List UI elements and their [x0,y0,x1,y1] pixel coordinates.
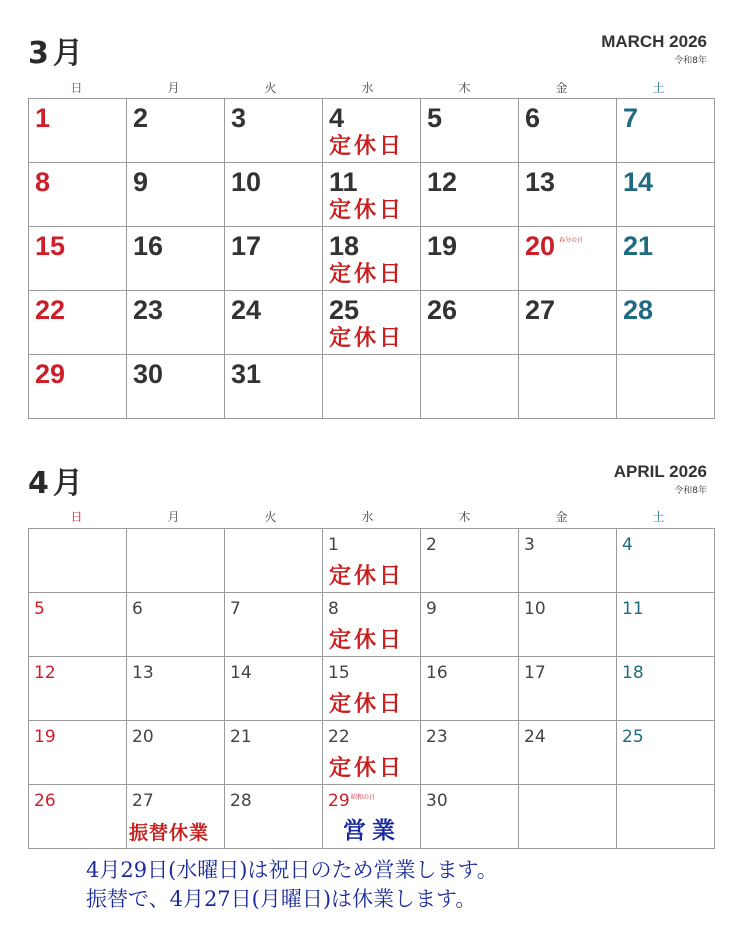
weekday-label: 月 [167,510,180,524]
day-cell [421,529,519,593]
month-en-header [601,32,707,66]
day-cell [127,593,225,657]
weekday-header [28,508,707,525]
week-row [29,291,715,355]
day-number: 22 [35,295,66,325]
day-number: 13 [525,167,556,197]
day-number: 6 [132,599,143,619]
weekday-label: 木 [458,81,471,95]
day-cell [617,785,715,849]
day-cell [617,99,715,163]
weekday-label: 金 [555,81,568,95]
day-number: 21 [230,727,252,747]
day-number: 27 [132,791,154,811]
closed-day-mark: 定休日 [329,325,405,351]
month-grid [28,98,715,419]
day-number: 14 [230,663,252,683]
day-number: 20 [525,231,556,261]
day-number: 2 [426,535,437,555]
day-cell [127,785,225,849]
day-number: 20 [132,727,154,747]
day-number: 18 [622,663,644,683]
day-number: 9 [133,167,149,197]
week-row [29,163,715,227]
day-number: 29 [35,359,66,389]
day-number: 16 [426,663,448,683]
day-number: 6 [525,103,541,133]
day-number: 24 [524,727,546,747]
weekday-label: 土 [652,81,665,95]
day-cell [29,593,127,657]
day-cell [421,355,519,419]
day-cell [225,99,323,163]
substitute-closed-mark: 振替休業 [129,822,210,844]
closed-day-mark: 定休日 [329,563,405,589]
day-number: 9 [426,599,437,619]
day-number: 22 [328,727,350,747]
day-cell [29,785,127,849]
day-cell [519,593,617,657]
day-cell [519,227,617,291]
day-cell [617,529,715,593]
day-number: 11 [622,599,644,619]
day-cell [617,227,715,291]
day-number: 7 [623,103,639,133]
day-cell [225,355,323,419]
day-cell [617,163,715,227]
month-title: 4月 [28,466,87,501]
day-number: 4 [329,103,345,133]
day-cell [421,657,519,721]
day-number: 23 [133,295,164,325]
day-cell [323,721,421,785]
day-number: 8 [35,167,51,197]
day-cell [421,163,519,227]
weekday-label: 日 [70,510,83,524]
day-number: 11 [329,167,358,197]
era-label: 令和8年 [674,56,707,66]
day-cell [127,227,225,291]
day-cell [323,227,421,291]
day-cell [519,721,617,785]
day-cell [519,657,617,721]
day-cell [323,529,421,593]
day-number: 30 [426,791,448,811]
notice-line-1: 4月29日(水曜日)は祝日のため営業します。 [86,858,498,882]
day-number: 14 [623,167,654,197]
day-number: 1 [35,103,51,133]
day-number: 10 [524,599,546,619]
weekday-label: 火 [264,81,277,95]
day-cell [617,721,715,785]
day-number: 27 [525,295,556,325]
day-number: 18 [329,231,360,261]
day-number: 13 [132,663,154,683]
day-number: 30 [133,359,164,389]
day-cell [323,657,421,721]
day-cell [127,657,225,721]
day-number: 26 [34,791,56,811]
day-cell [323,291,421,355]
weekday-label: 日 [70,81,83,95]
day-cell [225,721,323,785]
weekday-label: 土 [652,510,665,524]
day-cell [127,721,225,785]
day-cell [617,593,715,657]
weekday-header [28,79,707,96]
day-number: 10 [231,167,262,197]
day-cell [29,227,127,291]
day-cell [421,785,519,849]
notice [86,856,498,914]
closed-day-mark: 定休日 [329,755,405,781]
day-number: 7 [230,599,241,619]
day-cell [421,291,519,355]
week-row [29,657,715,721]
week-row [29,355,715,419]
day-cell [519,355,617,419]
day-cell [225,657,323,721]
weekday-label: 月 [167,81,180,95]
day-cell [421,99,519,163]
day-cell [323,163,421,227]
notice-line-2: 振替で、4月27日(月曜日)は休業します。 [86,887,477,911]
day-cell [29,355,127,419]
day-number: 8 [328,599,339,619]
month-title: 3月 [28,36,87,71]
day-cell [519,163,617,227]
weekday-label: 金 [555,510,568,524]
closed-day-mark: 定休日 [329,197,405,223]
day-cell [127,529,225,593]
day-cell [29,657,127,721]
day-cell [519,785,617,849]
day-number: 3 [231,103,247,133]
day-cell [127,355,225,419]
weekday-label: 木 [458,510,471,524]
day-cell [127,291,225,355]
day-cell [127,99,225,163]
day-number: 19 [34,727,56,747]
day-number: 15 [35,231,66,261]
day-cell [225,227,323,291]
weekday-label: 水 [361,81,374,95]
day-cell [323,355,421,419]
day-cell [617,355,715,419]
month-en-title: MARCH 2026 [601,32,707,51]
week-row [29,593,715,657]
day-cell [323,785,421,849]
day-number: 17 [231,231,262,261]
day-number: 2 [133,103,149,133]
day-cell [127,163,225,227]
day-number: 1 [328,535,339,555]
day-number: 25 [622,727,644,747]
week-row [29,785,715,849]
week-row [29,529,715,593]
day-number: 24 [231,295,262,325]
day-number: 21 [623,231,654,261]
weekday-label: 火 [264,510,277,524]
day-cell [421,593,519,657]
day-number: 12 [427,167,458,197]
day-cell [617,657,715,721]
holiday-name: 春分の日 [559,237,584,244]
day-number: 28 [230,791,252,811]
closed-day-mark: 定休日 [329,627,405,653]
day-cell [421,721,519,785]
closed-day-mark: 定休日 [329,691,405,717]
open-day-mark: 営業 [343,817,401,844]
day-cell [519,291,617,355]
day-number: 23 [426,727,448,747]
day-cell [421,227,519,291]
day-number: 5 [34,599,45,619]
day-number: 4 [622,535,633,555]
day-cell [225,593,323,657]
day-cell [29,529,127,593]
day-number: 5 [427,103,443,133]
day-number: 28 [623,295,654,325]
day-cell [29,721,127,785]
month-en-title: APRIL 2026 [613,462,707,481]
day-number: 26 [427,295,458,325]
day-cell [29,291,127,355]
day-cell [519,529,617,593]
day-number: 15 [328,663,350,683]
day-cell [617,291,715,355]
day-cell [519,99,617,163]
day-cell [225,163,323,227]
day-cell [29,163,127,227]
day-cell [225,529,323,593]
month-grid [28,528,715,849]
closed-day-mark: 定休日 [329,261,405,287]
holiday-name: 昭和の日 [351,794,376,801]
day-number: 31 [231,359,262,389]
day-number: 3 [524,535,535,555]
week-row [29,227,715,291]
week-row [29,99,715,163]
day-number: 19 [427,231,458,261]
day-number: 25 [329,295,360,325]
day-cell [225,785,323,849]
era-label: 令和8年 [674,486,707,496]
week-row [29,721,715,785]
day-number: 16 [133,231,164,261]
month-en-header [614,462,707,496]
day-cell [323,99,421,163]
day-number: 12 [34,663,56,683]
day-cell [225,291,323,355]
day-number: 17 [524,663,546,683]
closed-day-mark: 定休日 [329,133,405,159]
day-cell [29,99,127,163]
day-number: 29 [328,791,350,811]
weekday-label: 水 [361,510,374,524]
day-cell [323,593,421,657]
